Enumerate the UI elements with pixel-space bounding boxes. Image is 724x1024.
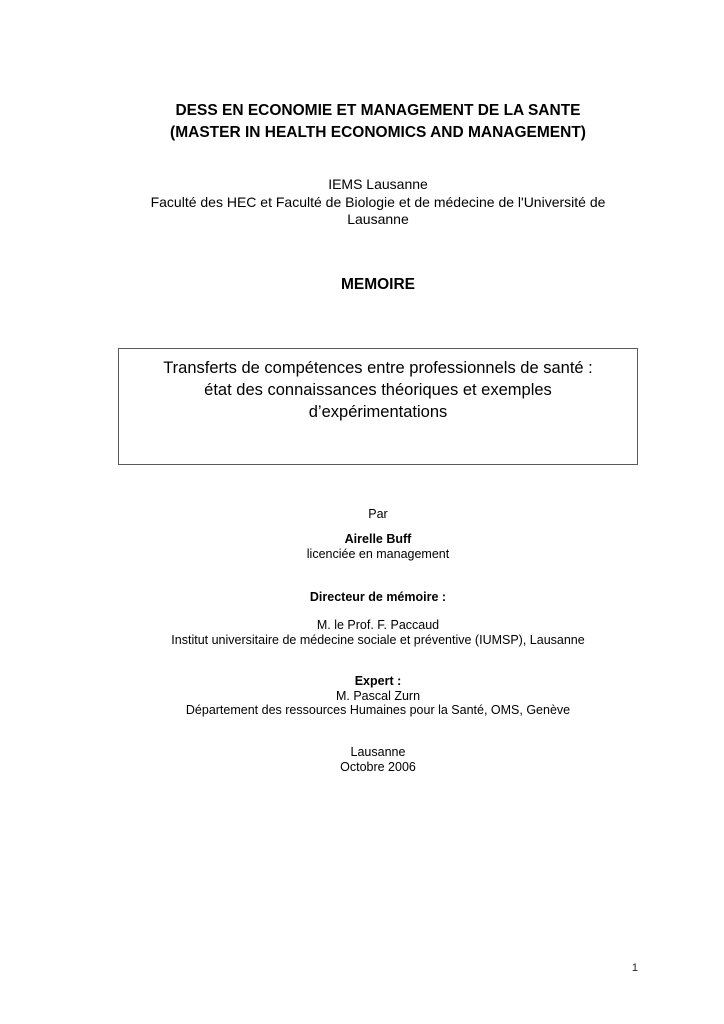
expert-heading: Expert : bbox=[354, 674, 402, 688]
imprint-place: Lausanne bbox=[350, 745, 406, 759]
thesis-title-line3: d’expérimentations bbox=[308, 403, 448, 421]
author-qualification: licenciée en management bbox=[306, 546, 450, 561]
byline-label: Par bbox=[368, 507, 388, 521]
institution-name: IEMS Lausanne bbox=[328, 176, 428, 192]
program-title-block bbox=[118, 100, 638, 144]
author-name: Airelle Buff bbox=[344, 532, 412, 546]
imprint-block bbox=[118, 745, 638, 774]
thesis-title-box bbox=[118, 348, 638, 465]
director-heading: Directeur de mémoire : bbox=[309, 590, 447, 604]
institution-block bbox=[118, 176, 638, 229]
expert-affiliation: Département des ressources Humaines pour la Santé, OMS, Genève bbox=[185, 703, 571, 717]
director-block bbox=[118, 618, 638, 647]
thesis-title-line2: état des connaissances théoriques et exemples bbox=[204, 381, 552, 399]
faculty-city: Lausanne bbox=[347, 211, 409, 227]
thesis-title-line1: Transferts de compétences entre professionnels de santé : bbox=[163, 359, 593, 377]
page-number: 1 bbox=[631, 962, 638, 974]
document-type-heading: MEMOIRE bbox=[340, 276, 416, 293]
imprint-date: Octobre 2006 bbox=[340, 759, 416, 774]
director-affiliation: Institut universitaire de médecine sociale et préventive (IUMSP), Lausanne bbox=[171, 632, 585, 647]
director-name: M. le Prof. F. Paccaud bbox=[316, 618, 440, 632]
expert-block bbox=[118, 674, 638, 718]
faculty-line: Faculté des HEC et Faculté de Biologie et de médecine de l'Université de bbox=[150, 193, 606, 210]
author-block bbox=[118, 532, 638, 561]
program-title-line1: DESS EN ECONOMIE ET MANAGEMENT DE LA SANTE bbox=[175, 102, 581, 119]
expert-name: M. Pascal Zurn bbox=[335, 688, 421, 703]
program-title-line2: (MASTER IN HEALTH ECONOMICS AND MANAGEMENT) bbox=[170, 124, 586, 141]
